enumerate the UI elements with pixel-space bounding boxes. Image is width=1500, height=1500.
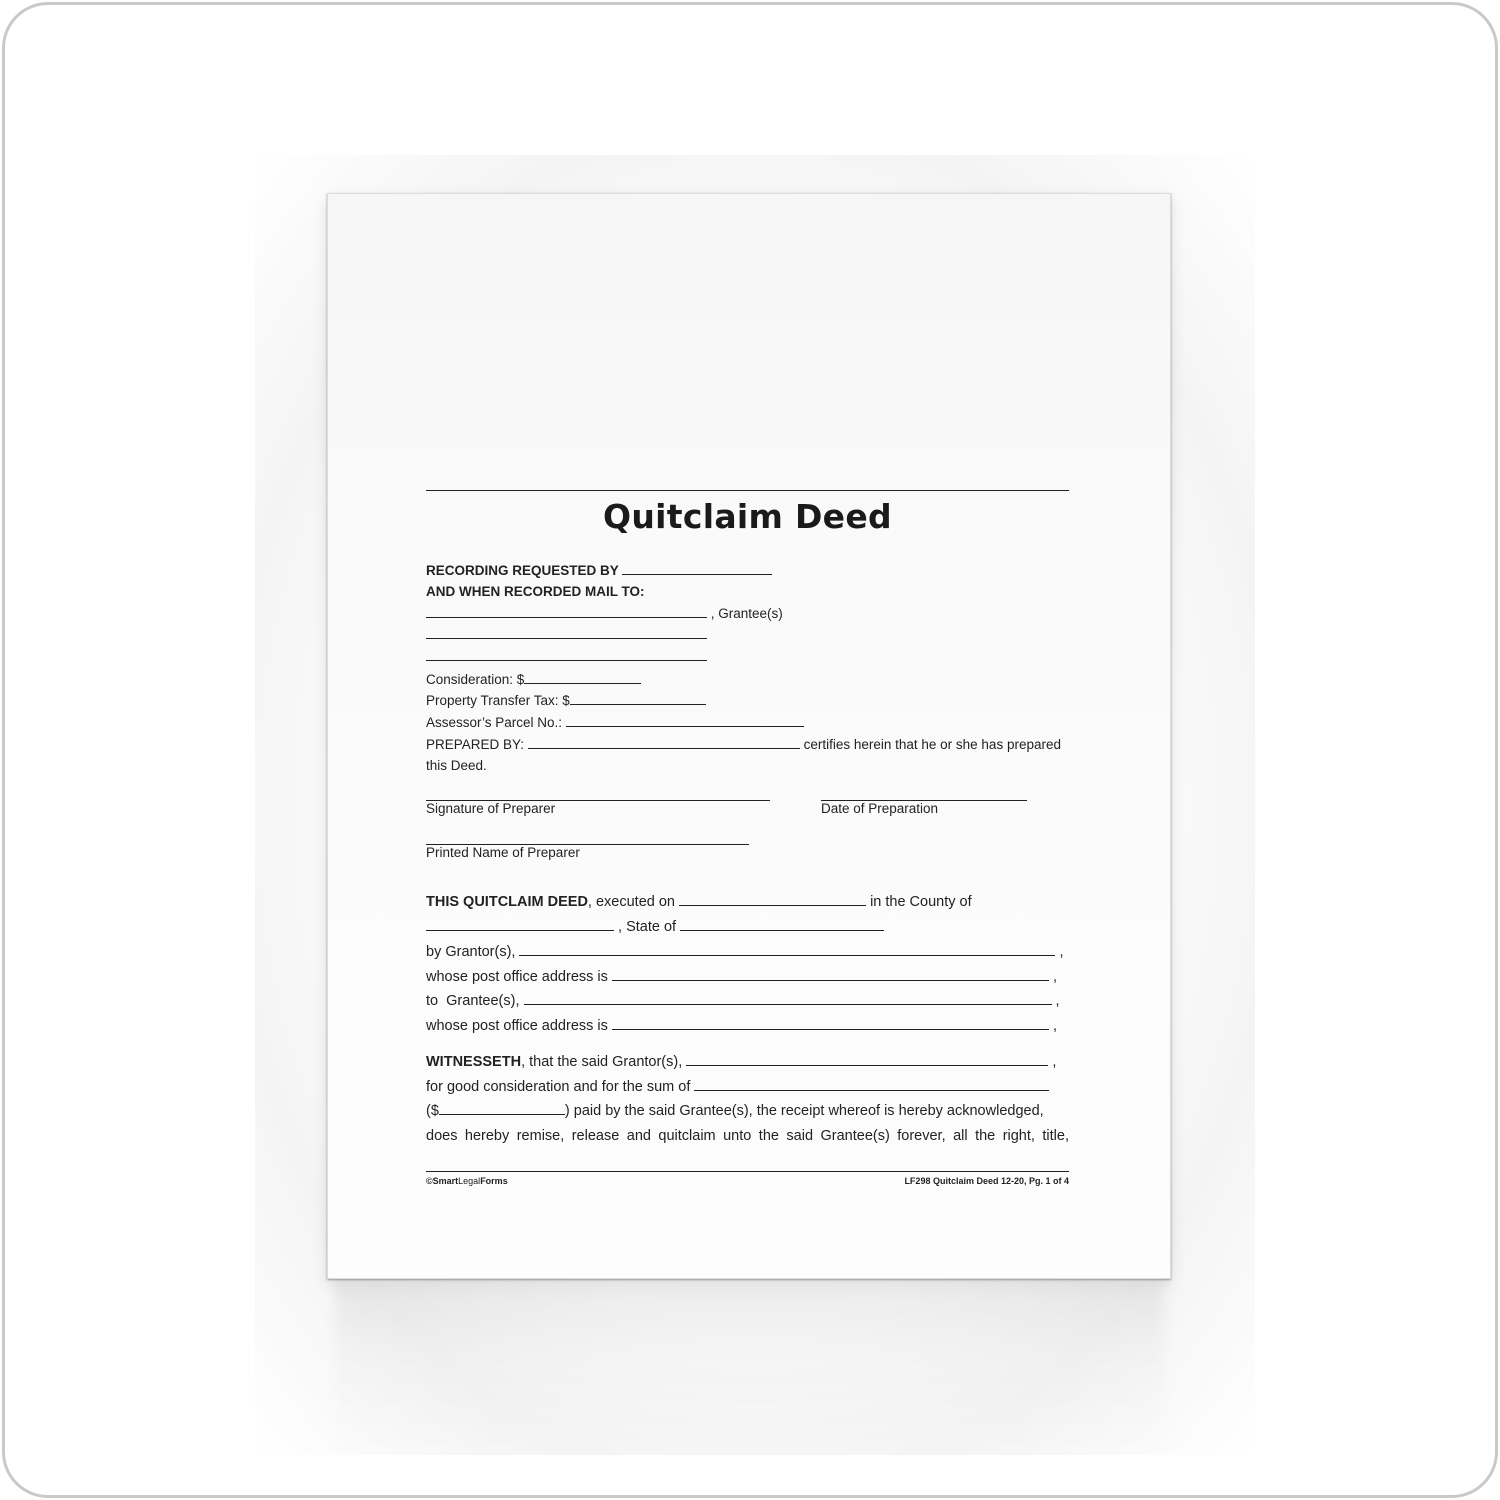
prepared-by-blank [528,737,800,749]
footer-rule [426,1171,1069,1172]
grantee-address-line [426,1018,1057,1034]
consideration-sum-blank [694,1079,1049,1091]
witnesseth-blank [686,1054,1048,1066]
copyright-symbol: © [426,1176,433,1186]
grantee-body-blank [524,993,1052,1005]
paper-reflection [335,1285,1165,1455]
grantees-label: , Grantee(s) [710,606,783,621]
grantor-blank [519,944,1055,956]
grantee-address-label: whose post office address is [426,1018,608,1034]
transfer-tax-blank [570,693,706,705]
grantee-blank [426,606,707,618]
grantor-address-line [426,969,1057,985]
consideration-sum-line [426,1079,1049,1095]
grantor-comma: , [1059,944,1064,960]
transfer-tax-label: Property Transfer Tax: $ [426,693,570,708]
grantee-body-line [426,993,1060,1009]
when-recorded-label: AND WHEN RECORDED MAIL TO: [426,584,645,599]
executed-on-label: , executed on [587,894,675,910]
document-title: Quitclaim Deed [603,497,892,536]
address-blank-2 [426,649,707,661]
prepared-by-line [426,737,1061,753]
witnesseth-label: WITNESSETH [426,1054,522,1070]
consideration-label: Consideration: $ [426,672,525,687]
printed-name-label: Printed Name of Preparer [426,845,580,860]
grantor-label: by Grantor(s), [426,944,516,960]
prepared-by-suffix: certifies herein that he or she has prepared [803,737,1061,752]
deed-execution-line [426,894,972,910]
county-state-line [426,919,884,935]
recording-requested-line [426,563,772,579]
grantee-address-comma: , [1052,1018,1057,1034]
grantee-body-label: to Grantee(s), [426,993,520,1009]
date-preparation-label: Date of Preparation [821,801,939,816]
grantor-address-comma: , [1052,969,1057,985]
consideration-sum-label: for good consideration and for the sum of [426,1079,691,1095]
paid-rest: ) paid by the said Grantee(s), the receipt whereof is hereby acknowledged, [564,1103,1044,1119]
prepared-by-tail: this Deed. [426,758,487,773]
state-label: , State of [618,919,677,935]
grantee-line [426,606,783,622]
image-frame [2,2,1498,1498]
consideration-blank [524,672,641,684]
grantor-address-blank [612,969,1049,981]
parcel-label: Assessor’s Parcel No.: [426,715,563,730]
paid-open: ($ [426,1103,439,1119]
grantee-body-comma: , [1055,993,1060,1009]
brand-smart: Smart [432,1176,459,1186]
grantee-address-blank [612,1018,1049,1030]
state-blank [680,919,884,931]
signature-preparer-label: Signature of Preparer [426,801,556,816]
footer-form-id: LF298 Quitclaim Deed 12-20, Pg. 1 of 4 [904,1176,1069,1186]
remise-line: does hereby remise, release and quitclaim unto the said Grantee(s) forever, all the right, title, [426,1128,1069,1144]
prepared-by-label: PREPARED BY: [426,737,525,752]
footer-brand [426,1176,508,1186]
parcel-blank [566,715,804,727]
brand-legal: Legal [458,1176,481,1186]
address-line-2 [426,649,707,665]
document-page [327,193,1171,1279]
transfer-tax-line [426,693,706,709]
address-line-1 [426,627,707,643]
brand-forms: Forms [480,1176,508,1186]
header-rule [426,490,1069,491]
recording-requested-blank [622,563,772,575]
witnesseth-rest: , that the said Grantor(s), [521,1054,683,1070]
deed-lead: THIS QUITCLAIM DEED [426,894,588,910]
witnesseth-comma: , [1052,1054,1057,1070]
recording-requested-label: RECORDING REQUESTED BY [426,563,619,578]
consideration-line [426,672,641,688]
witnesseth-line [426,1054,1056,1070]
paid-line [426,1103,1044,1119]
county-blank [426,919,614,931]
execution-date-blank [679,894,866,906]
address-blank-1 [426,627,707,639]
parcel-line [426,715,804,731]
county-label: in the County of [870,894,972,910]
paid-amount-blank [439,1103,565,1115]
grantor-address-label: whose post office address is [426,969,608,985]
grantor-line [426,944,1064,960]
